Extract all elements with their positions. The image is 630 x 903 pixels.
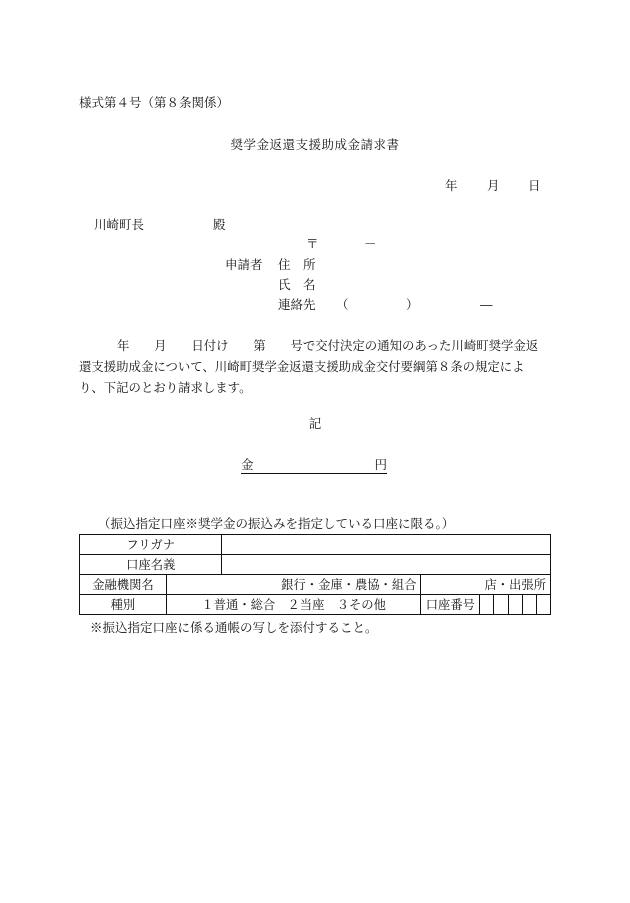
table-row-furigana [80,535,551,555]
bank-types-field[interactable]: 銀行・金庫・農協・組合 [166,575,421,595]
table-row-holder [80,555,551,575]
form-number: 様式第４号（第８条関係） [79,95,230,110]
furigana-field[interactable] [222,535,551,555]
amount-line [241,457,387,474]
addressee-name: 川崎町長 [94,217,145,232]
date-year-label: 年 [445,178,458,193]
date-month-label: 月 [487,178,500,193]
account-digit[interactable] [522,595,536,615]
type-label: 種別 [80,595,167,615]
document-title: 奨学金返還支援助成金請求書 [230,137,400,152]
address-label: 住 所 [278,257,316,272]
date-day-label: 日 [528,178,541,193]
table-row-bank [80,575,551,595]
table-row-type [80,595,551,615]
type-options[interactable]: １普通・総合 ２当座 ３その他 [166,595,421,615]
furigana-label: フリガナ [80,535,222,555]
holder-field[interactable] [222,555,551,575]
contact-paren-open: （ [336,297,349,312]
bank-label: 金融機関名 [80,575,167,595]
account-digit[interactable] [494,595,508,615]
postal-mark: 〒 [306,236,319,251]
attachment-note: ※振込指定口座に係る通帳の写しを添付すること。 [90,620,378,635]
addressee-honorific: 殿 [213,217,226,232]
contact-dash: ― [480,297,493,312]
amount-prefix: 金 [241,457,254,472]
holder-label: 口座名義 [80,555,222,575]
account-digit[interactable] [480,595,494,615]
request-paragraph: 年 月 日付け 第 号で交付決定の通知のあった川崎町奨学金返還支援助成金について、川崎町奨学金返還支援助成金交付要綱第８条の規定により、下記のとおり請求します。 [79,338,539,395]
account-number-label: 口座番号 [421,595,480,615]
applicant-label: 申請者 [225,257,263,272]
branch-types-field[interactable]: 店・出張所 [421,575,551,595]
name-label: 氏 名 [278,277,316,292]
account-digit[interactable] [508,595,522,615]
account-note: （振込指定口座※奨学金の振込みを指定している口座に限る。） [98,516,455,531]
contact-label: 連絡先 [278,297,316,312]
ki-heading: 記 [308,416,322,431]
account-digit[interactable] [536,595,550,615]
amount-unit: 円 [374,457,387,472]
account-table [79,534,551,615]
contact-paren-close: ） [406,297,419,312]
postal-dash: － [364,236,377,251]
